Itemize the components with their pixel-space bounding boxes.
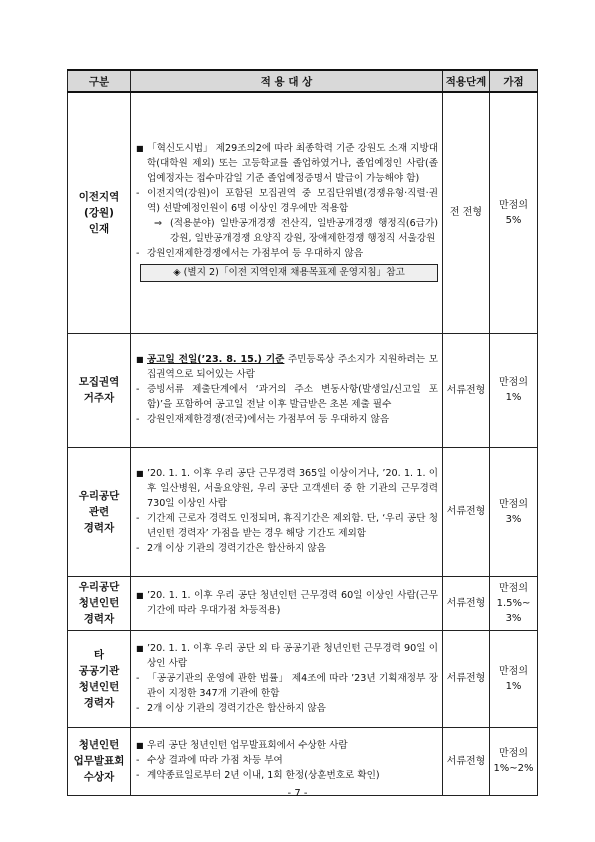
row-content: ■ ’20. 1. 1. 이후 우리 공단 근무경력 365일 이상이거나, ’20. 1. 1. 이후 일산병원, 서울요양원, 우리 공단 고객센터 중 한 기관의 근무경력 730일 이상인 사람 - 기간제 근로자 경력도 인정되며, 휴직기간은 제외함. 단, ‘우리 공단 청년인턴 경력자’ 가점을 받는 경우 해당 기간도 제외함 - 2개 이상 기관의 경력기간은 합산하지 않음 [131, 447, 443, 576]
row-bonus: 만점의 1%~2% [490, 727, 538, 795]
table-row [68, 576, 538, 630]
row-category: 모집권역 거주자 [68, 333, 131, 447]
header-category: 구분 [68, 70, 131, 92]
table-header-row [68, 70, 538, 92]
row-category: 우리공단 관련 경력자 [68, 447, 131, 576]
page-number: - 7 - [287, 788, 308, 799]
row-bonus: 만점의 1.5%~ 3% [490, 576, 538, 630]
row-bonus: 만점의 3% [490, 447, 538, 576]
row-stage: 서류전형 [443, 333, 490, 447]
row-content: ■ 「혁신도시법」 제29조의2에 따라 최종학력 기준 강원도 소재 지방대학(대학원 제외) 또는 고등학교를 졸업하였거나, 졸업예정인 사람(졸업예정자는 접수마감일 기준 졸업예정증명서 발급이 가능해야 함) - 이전지역(강원)이 포함된 모집권역 중 모집단위별(경쟁유형·직렬·권역) 선발예정인원이 6명 이상인 경우에만 적용함 ⇒ (적용분야) 일반공개경쟁 전산직, 일반공개경쟁 행정직(6급가) 강원, 일반공개경쟁 요양직 강원, 장애제한경쟁 행정직 서울강원 - 강원인재제한경쟁에서는 가점부여 등 우대하지 않음 ◈ (별지 2)「이전 지역인재 채용목표제 운영지침」참고 [131, 92, 443, 333]
header-stage: 적용단계 [443, 70, 490, 92]
row-category: 우리공단 청년인턴 경력자 [68, 576, 131, 630]
row-stage: 서류전형 [443, 447, 490, 576]
row-category: 타 공공기관 청년인턴 경력자 [68, 630, 131, 727]
row-stage: 서류전형 [443, 630, 490, 727]
row-content: ■ 우리 공단 청년인턴 업무발표회에서 수상한 사람 - 수상 결과에 따라 가점 차등 부여 - 계약종료일로부터 2년 이내, 1회 한정(상훈번호로 확인) [131, 727, 443, 795]
table-row [68, 727, 538, 795]
header-bonus: 가점 [490, 70, 538, 92]
reference-note: ◈ (별지 2)「이전 지역인재 채용목표제 운영지침」참고 [140, 264, 438, 282]
row-bonus: 만점의 1% [490, 333, 538, 447]
row-bonus: 만점의 1% [490, 630, 538, 727]
table-row [68, 92, 538, 333]
table-row [68, 630, 538, 727]
row-stage: 서류전형 [443, 727, 490, 795]
row-content: ■ 공고일 전일(’23. 8. 15.) 기준 주민등록상 주소지가 지원하려는 모집권역으로 되어있는 사람 - 증빙서류 제출단계에서 ‘과거의 주소 변동사항(발생일/신고일 포함)’을 포함하여 공고일 전날 이후 발급받은 초본 제출 필수 - 강원인재제한경쟁(전국)에서는 가점부여 등 우대하지 않음 [131, 333, 443, 447]
table-row [68, 333, 538, 447]
row-category: 이전지역 (강원) 인재 [68, 92, 131, 333]
row-bonus: 만점의 5% [490, 92, 538, 333]
row-content: ■ ’20. 1. 1. 이후 우리 공단 청년인턴 근무경력 60일 이상인 사람(근무기간에 따라 우대가점 차등적용) [131, 576, 443, 630]
row-category: 청년인턴 업무발표회 수상자 [68, 727, 131, 795]
row-stage: 전 전형 [443, 92, 490, 333]
header-target: 적 용 대 상 [131, 70, 443, 92]
table-row [68, 447, 538, 576]
row-stage: 서류전형 [443, 576, 490, 630]
bonus-criteria-table [67, 69, 538, 796]
row-content: ■ ’20. 1. 1. 이후 우리 공단 외 타 공공기관 청년인턴 근무경력 90일 이상인 사람 - 「공공기관의 운영에 관한 법률」 제4조에 따라 ’23년 기획재정부 장관이 지정한 347개 기관에 한함 - 2개 이상 기관의 경력기간은 합산하지 않음 [131, 630, 443, 727]
